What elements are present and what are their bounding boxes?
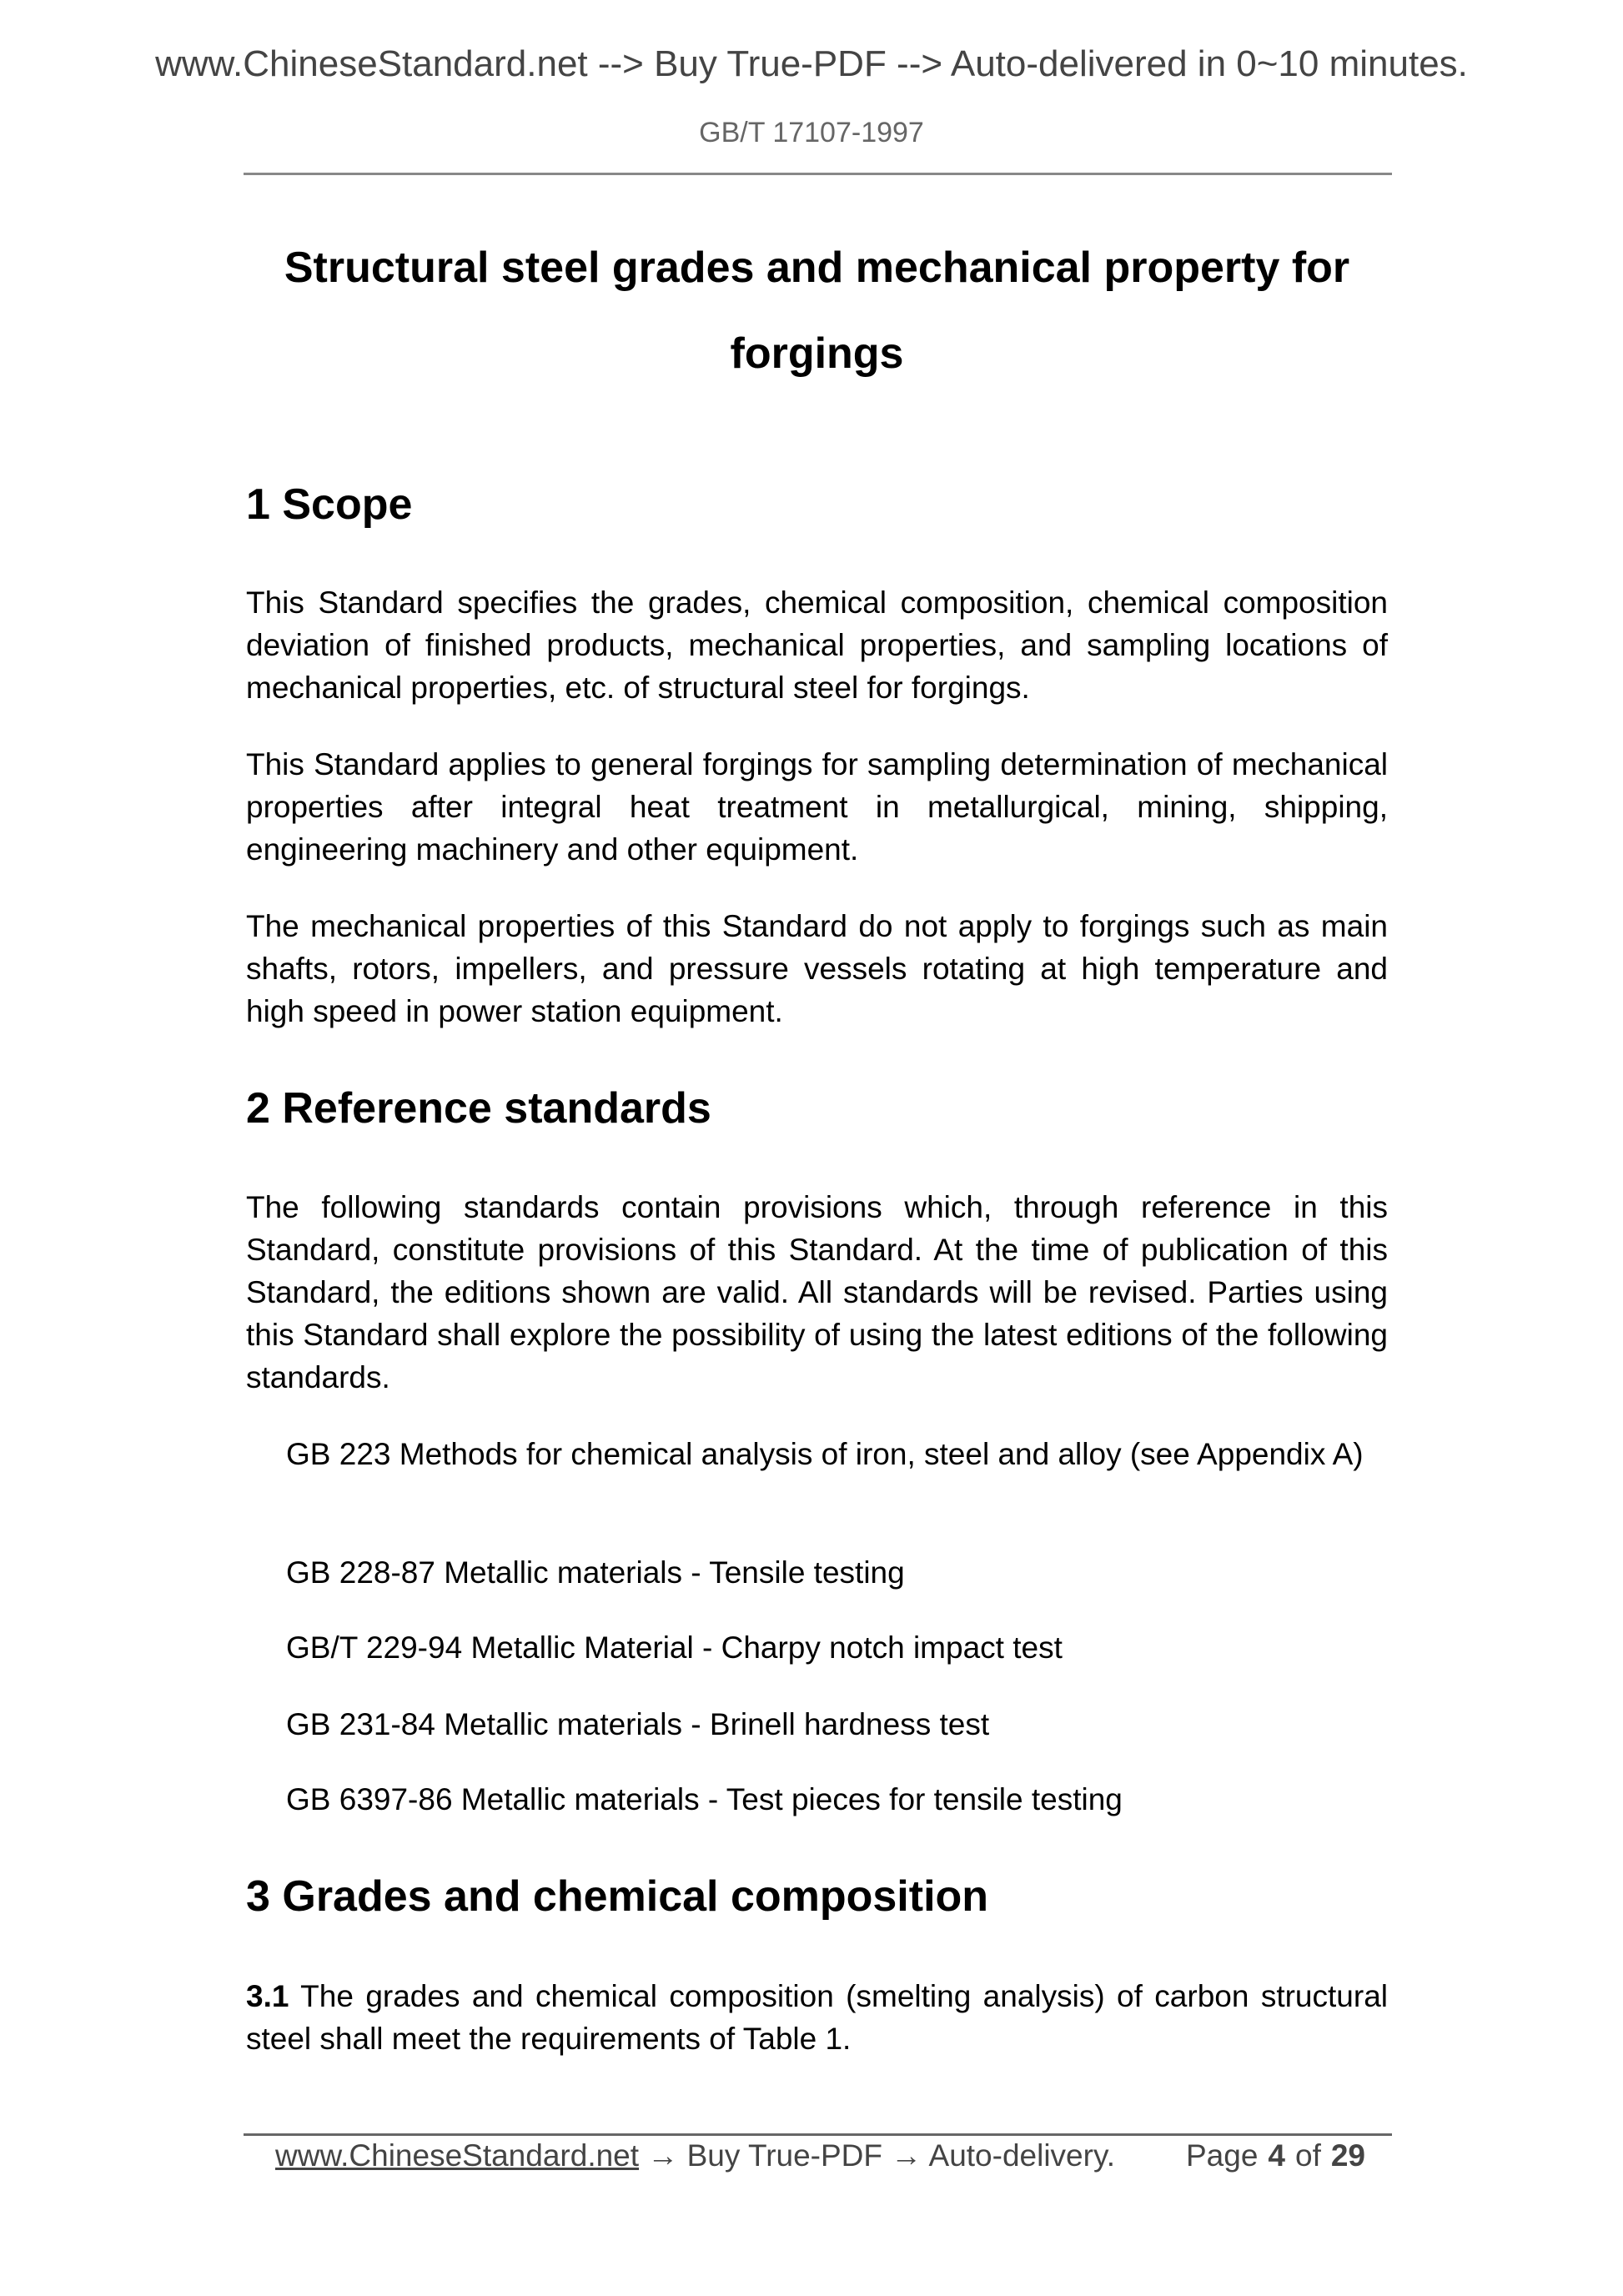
reference-item: GB 231-84 Metallic materials - Brinell hardness test <box>286 1707 990 1741</box>
reference-item: GB/T 229-94 Metallic Material - Charpy notch impact test <box>286 1630 1063 1665</box>
header-divider <box>244 173 1392 175</box>
clause-text: The grades and chemical composition (smelting analysis) of carbon structural steel shall meet the requirements of Table 1. <box>246 1979 1388 2056</box>
standard-number: GB/T 17107-1997 <box>699 117 924 148</box>
of-label: of <box>1295 2138 1321 2173</box>
references-paragraph: The following standards contain provisions which, through reference in this Standard, constitute provisions of this Standard. At the time of publication of this Standard, the editions shown are valid. All standards will be revised. Parties using this Standard shall explore the possibility of using the latest editions of the following standards. <box>246 1190 1388 1394</box>
footer-text <box>275 2138 1115 2173</box>
reference-item: GB 223 Methods for chemical analysis of iron, steel and alloy (see Appendix A) <box>286 1437 1364 1471</box>
page-number: 4 <box>1268 2138 1285 2173</box>
page-indicator <box>1186 2138 1375 2173</box>
scope-paragraph: This Standard specifies the grades, chemical composition, chemical composition deviation of finished products, mechanical properties, and sampling locations of mechanical properties, etc. of structural steel for forgings. <box>246 585 1388 705</box>
header-banner: www.ChineseStandard.net --> Buy True-PDF --> Auto-delivered in 0~10 minutes. <box>155 43 1468 84</box>
total-pages: 29 <box>1330 2138 1366 2173</box>
clause-number: 3.1 <box>246 1979 289 2013</box>
footer-tagline: → Buy True-PDF → Auto-delivery. <box>639 2138 1115 2173</box>
reference-item: GB 6397-86 Metallic materials - Test pieces for tensile testing <box>286 1782 1123 1816</box>
section-heading-grades: 3 Grades and chemical composition <box>246 1872 989 1921</box>
scope-paragraph: The mechanical properties of this Standard do not apply to forgings such as main shafts, rotors, impellers, and pressure vessels rotating at high temperature and high speed in power station equipment. <box>246 909 1388 1028</box>
clause-3-1 <box>246 1975 1388 2060</box>
section-heading-references: 2 Reference standards <box>246 1084 711 1133</box>
reference-item: GB 228-87 Metallic materials - Tensile testing <box>286 1555 905 1590</box>
document-title: Structural steel grades and mechanical property for forgings <box>284 244 1350 378</box>
scope-paragraph: This Standard applies to general forgings for sampling determination of mechanical properties after integral heat treatment in metallurgical, mining, shipping, engineering machinery and other equipment. <box>246 747 1388 867</box>
footer-divider <box>244 2133 1392 2136</box>
footer-link[interactable]: www.ChineseStandard.net <box>275 2138 640 2173</box>
section-heading-scope: 1 Scope <box>246 480 413 529</box>
page-label: Page <box>1186 2138 1259 2173</box>
